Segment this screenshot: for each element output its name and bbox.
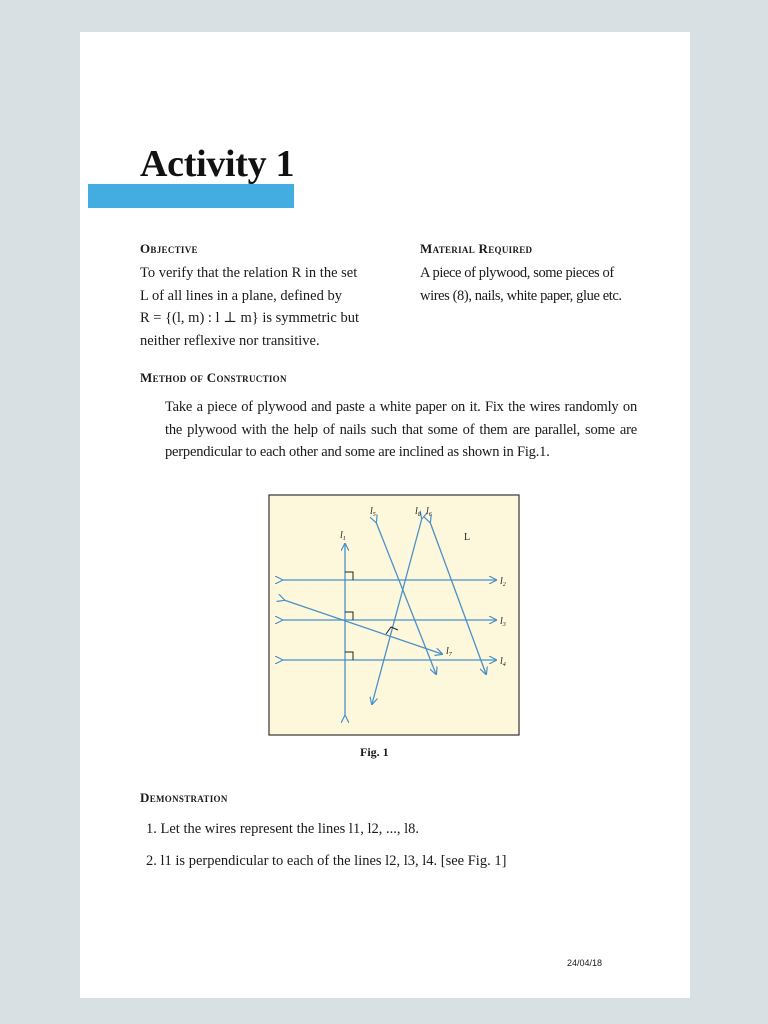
- set-label: L: [464, 532, 471, 543]
- label-l6: $l_6$: [426, 506, 432, 518]
- method-heading: Method of Construction: [140, 370, 287, 385]
- objective-text: [140, 262, 380, 352]
- material-line: A piece of plywood, some pieces of: [420, 265, 614, 281]
- objective-line: L of all lines in a plane, defined by: [140, 287, 342, 304]
- objective-line: To verify that the relation R in the set: [140, 265, 358, 281]
- label-l4: $l_4$: [500, 656, 506, 668]
- label-l7: $l_7$: [446, 646, 452, 658]
- lines-diagram: [268, 494, 520, 736]
- figure-caption: Fig. 1: [360, 745, 389, 759]
- objective-heading: Objective: [140, 241, 198, 256]
- label-l2: $l_2$: [500, 576, 506, 588]
- title-accent-bar: [88, 184, 294, 208]
- page-date: 24/04/18: [567, 958, 603, 968]
- material-text: [420, 262, 650, 307]
- method-text: Take a piece of plywood and paste a white paper on it. Fix the wires randomly on the plywood with the help of nails such that some of them are parallel, some are perpendicular to each other and some are inclined as shown in Fig.1.: [165, 399, 637, 460]
- document-page: [80, 32, 690, 998]
- demonstration-item-1: 1. Let the wires represent the lines l1, l2, ..., l8.: [146, 821, 420, 837]
- demonstration-item-2: 2. l1 is perpendicular to each of the lines l2, l3, l4. [see Fig. 1]: [146, 853, 507, 869]
- demonstration-heading: Demonstration: [140, 790, 228, 805]
- label-l5: $l_5$: [370, 506, 376, 518]
- material-heading: Material Required: [420, 241, 533, 256]
- objective-line: neither reflexive nor transitive.: [140, 332, 320, 349]
- plywood-board: [269, 495, 519, 735]
- figure-1: [268, 494, 520, 736]
- label-l8: $l_8$: [415, 506, 421, 518]
- label-l3: $l_3$: [500, 616, 506, 628]
- label-l1: $l_1$: [340, 530, 346, 542]
- material-line: wires (8), nails, white paper, glue etc.: [420, 287, 622, 304]
- objective-line: R = {(l, m) : l ⊥ m} is symmetric but: [140, 310, 359, 326]
- page-title: Activity 1: [140, 143, 295, 185]
